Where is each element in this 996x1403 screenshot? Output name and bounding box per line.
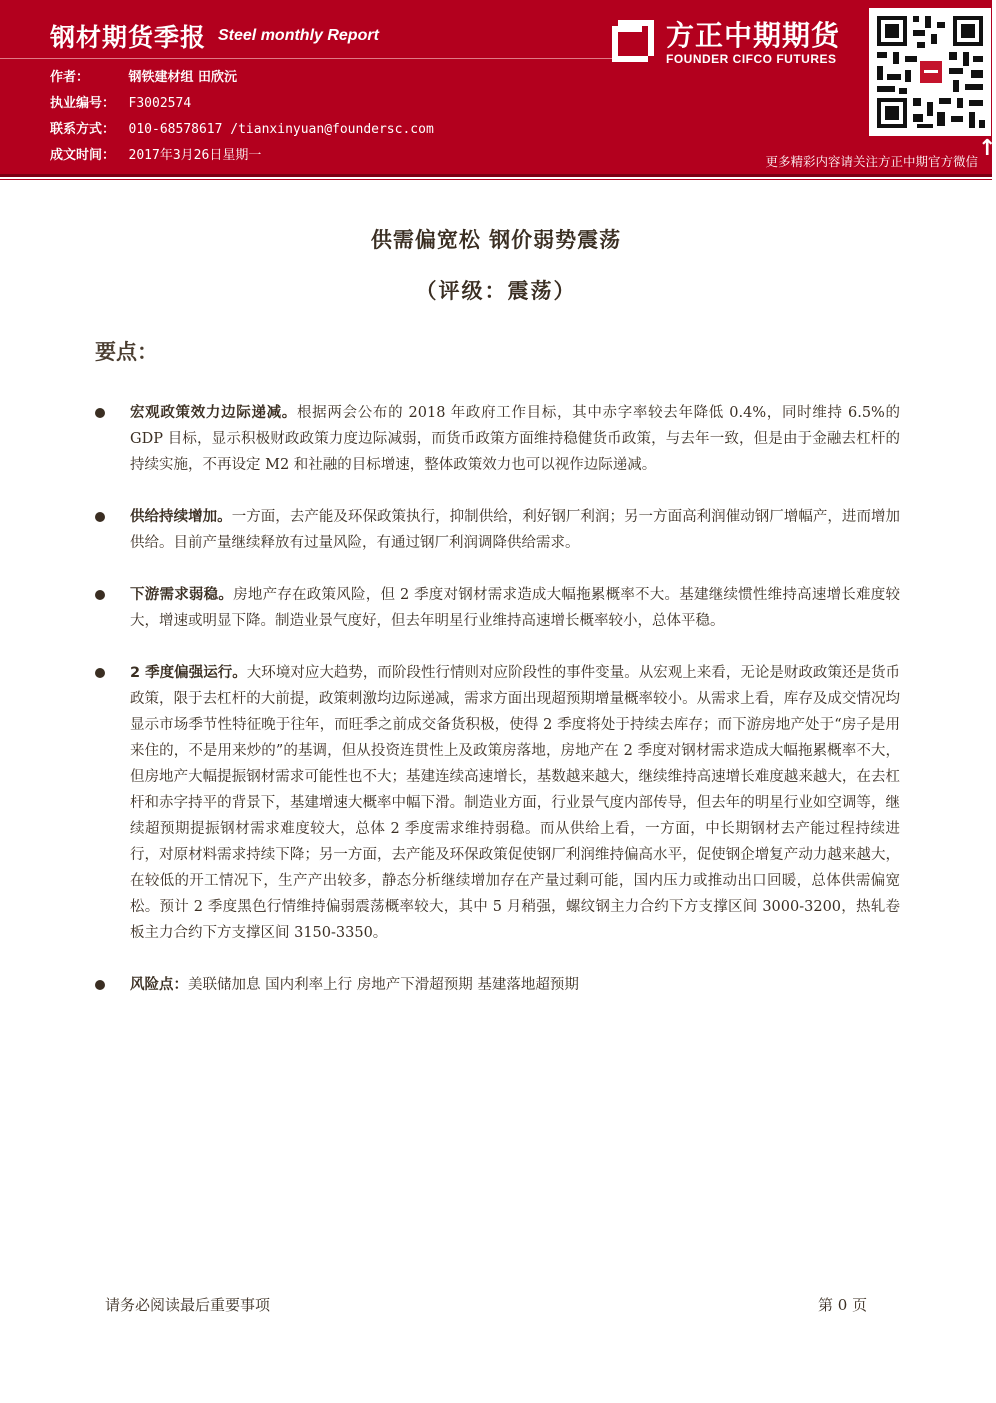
section-title: 要点： [95, 340, 158, 364]
wechat-qr-code [869, 8, 991, 136]
meta-contact-value: 010-68578617 /tianxinyuan@foundersc.com [128, 122, 434, 137]
key-point-heading: 2 季度偏强运行。 [130, 665, 247, 681]
key-point-heading: 风险点： [130, 977, 188, 993]
bullet-icon [95, 590, 105, 600]
bullet-icon [95, 980, 105, 990]
meta-license [50, 92, 191, 111]
report-header [0, 0, 996, 174]
header-subdivider [0, 179, 992, 180]
key-point [95, 660, 900, 946]
key-point-body: 根据两会公布的 2018 年政府工作目标，其中赤字率较去年降低 0.4%，同时维持 6.5%的 GDP 目标，显示积极财政政策力度边际减弱，而货币政策方面维持稳健货币政策，与去年一致，但是由于金融去杠杆的持续实施，不再设定 M2 和社融的目标增速，整体政策效力也可以视作边际递减。 [130, 405, 901, 473]
key-point [95, 504, 900, 556]
key-point [95, 582, 900, 634]
bullet-icon [95, 668, 105, 678]
document-rating: （评级：震荡） [415, 278, 577, 303]
document-title: 供需偏宽松 钢价弱势震荡 [370, 228, 622, 252]
header-divider [0, 174, 992, 177]
meta-author [50, 66, 237, 85]
meta-contact [50, 118, 434, 137]
meta-author-label: 作者： [50, 70, 90, 85]
bullet-icon [95, 512, 105, 522]
logo-mark-icon [608, 16, 658, 66]
key-point-heading: 宏观政策效力边际递减。 [130, 405, 297, 421]
meta-contact-label: 联系方式： [50, 122, 116, 137]
logo-text-en: FOUNDER CIFCO FUTURES [666, 52, 837, 66]
page-number: 第 0 页 [818, 1296, 868, 1314]
meta-date [50, 144, 261, 163]
key-point-body: 大环境对应大趋势，而阶段性行情则对应阶段性的事件变量。从宏观上来看，无论是财政政策还是货币政策，限于去杠杆的大前提，政策刺激均边际递减，需求方面出现超预期增量概率较小。从需求上看，库存及成交情况均显示市场季节性特征晚于往年，而旺季之前成交备货积极，使得 2 季度将处于持续去库存；而下游房地产处于“房子是用来住的，不是用来炒的”的基调，但从投资连贯性上及政策房落地，房地产在 2 季度对钢材需求造成大幅拖累概率不大，但房地产大幅提振钢材需求可能性也不大；基建连续高速增长，基数越来越大，继续维持高速增长难度越来越大，在去杠杆和赤字持平的背景下，基建增速大概率中幅下滑。制造业方面，行业景气度内部传导，但去年的明星行业如空调等，继续超预期提振钢材需求难度较大，总体 2 季度需求维持弱稳。而从供给上看，一方面，中长期钢材去产能过程持续进行，对原材料需求持续下降；另一方面，去产能及环保政策促使钢厂利润维持偏高水平，促使钢企增复产动力越来越大，在较低的开工情况下，生产产出较多，静态分析继续增加存在产量过剩可能，国内压力或推动出口回暖，总体供需偏宽松。预计 2 季度黑色行情维持偏弱震荡概率较大，其中 5 月稍强，螺纹钢主力合约下方支撑区间 3000-3200，热轧卷板主力合约下方支撑区间 3150-3350。 [130, 665, 901, 941]
meta-author-value: 钢铁建材组 田欣沅 [128, 70, 238, 85]
report-subtitle: Steel monthly Report [218, 27, 379, 44]
footer-notice: 请务必阅读最后重要事项 [105, 1296, 271, 1314]
company-logo [608, 14, 863, 70]
meta-license-label: 执业编号： [50, 96, 116, 111]
key-points-list [95, 400, 900, 1024]
bullet-icon [95, 408, 105, 418]
key-point-heading: 供给持续增加。 [130, 509, 232, 525]
meta-date-label: 成文时间： [50, 148, 116, 163]
logo-text-cn: 方正中期期货 [666, 19, 841, 52]
key-point [95, 972, 900, 998]
report-title: 钢材期货季报 [50, 23, 207, 52]
title-divider [0, 58, 620, 59]
key-point-body: 一方面，去产能及环保政策执行，抑制供给，利好钢厂利润；另一方面高利润催动钢厂增幅产，进而增加供给。目前产量继续释放有过量风险，有通过钢厂利润调降供给需求。 [130, 509, 900, 551]
qr-code-icon [869, 8, 991, 136]
wechat-follow-note: 更多精彩内容请关注方正中期官方微信 [765, 154, 978, 169]
meta-license-value: F3002574 [128, 96, 192, 111]
key-point-heading: 下游需求弱稳。 [130, 587, 234, 603]
key-point-body: 房地产存在政策风险，但 2 季度对钢材需求造成大幅拖累概率不大。基建继续惯性维持高速增长难度较大，增速或明显下降。制造业景气度好，但去年明星行业维持高速增长概率较小，总体平稳。 [130, 587, 900, 629]
meta-date-value: 2017年3月26日星期一 [128, 148, 262, 163]
scroll-top-icon: ↑ [978, 136, 996, 161]
key-point [95, 400, 900, 478]
key-point-body: 美联储加息 国内利率上行 房地产下滑超预期 基建落地超预期 [188, 977, 579, 993]
